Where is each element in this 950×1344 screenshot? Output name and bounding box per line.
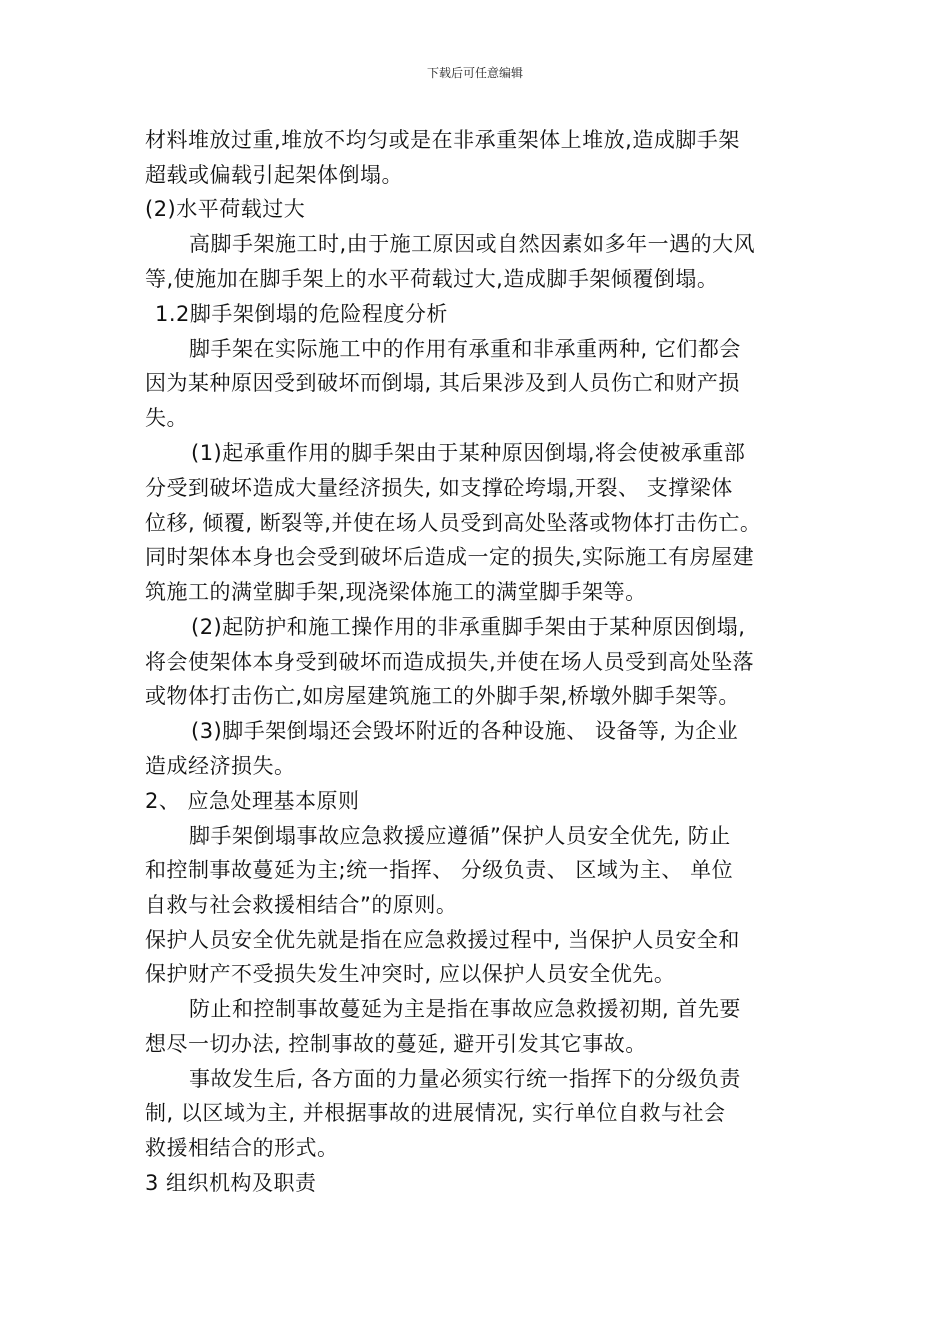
text-line: 想尽一切办法, 控制事故的蔓延, 避开引发其它事故。: [145, 1032, 647, 1056]
text-line: 将会使架体本身受到破坏而造成损失,并使在场人员受到高处坠落: [145, 650, 755, 674]
text-line: 保护财产不受损失发生冲突时, 应以保护人员安全优先。: [145, 962, 676, 986]
text-line: 分受到破坏造成大量经济损失, 如支撑砼垮塌,开裂、 支撑梁体: [145, 476, 733, 500]
section-heading: 3 组织机构及职责: [145, 1171, 317, 1195]
text-line: 位移, 倾覆, 断裂等,并使在场人员受到高处坠落或物体打击伤亡。: [145, 511, 762, 535]
text-line: (1)起承重作用的脚手架由于某种原因倒塌,将会使被承重部: [191, 441, 746, 465]
section-heading: (2)水平荷载过大: [145, 197, 306, 221]
text-line: 制, 以区域为主, 并根据事故的进展情况, 实行单位自救与社会: [145, 1101, 726, 1125]
text-line: 救援相结合的形式。: [145, 1136, 339, 1160]
text-line: 因为某种原因受到破坏而倒塌, 其后果涉及到人员伤亡和财产损: [145, 371, 740, 395]
text-line: 造成经济损失。: [145, 754, 296, 778]
page-header: 下载后可任意编辑: [426, 66, 523, 80]
text-line: 保护人员安全优先就是指在应急救援过程中, 当保护人员安全和: [145, 928, 740, 952]
text-line: 筑施工的满堂脚手架,现浇梁体施工的满堂脚手架等。: [145, 580, 647, 604]
text-line: 高脚手架施工时,由于施工原因或自然因素如多年一遇的大风: [189, 232, 756, 256]
text-line: (2)起防护和施工操作用的非承重脚手架由于某种原因倒塌,: [191, 615, 746, 639]
text-line: 脚手架倒塌事故应急救援应遵循”保护人员安全优先, 防止: [189, 824, 731, 848]
text-line: 自救与社会救援相结合”的原则。: [145, 893, 458, 917]
text-line: 等,使施加在脚手架上的水平荷载过大,造成脚手架倾覆倒塌。: [145, 267, 719, 291]
text-line: 防止和控制事故蔓延为主是指在事故应急救援初期, 首先要: [189, 997, 741, 1021]
section-heading: 1.2脚手架倒塌的危险程度分析: [155, 302, 448, 326]
text-line: 同时架体本身也会受到破坏后造成一定的损失,实际施工有房屋建: [145, 545, 755, 569]
text-line: 材料堆放过重,堆放不均匀或是在非承重架体上堆放,造成脚手架: [145, 128, 740, 152]
section-heading: 2、 应急处理基本原则: [145, 789, 360, 813]
text-line: 超载或偏载引起架体倒塌。: [145, 163, 403, 187]
text-line: 失。: [145, 406, 188, 430]
text-line: (3)脚手架倒塌还会毁坏附近的各种设施、 设备等, 为企业: [191, 719, 739, 743]
text-line: 事故发生后, 各方面的力量必须实行统一指挥下的分级负责: [189, 1067, 741, 1091]
text-line: 或物体打击伤亡,如房屋建筑施工的外脚手架,桥墩外脚手架等。: [145, 684, 740, 708]
text-line: 脚手架在实际施工中的作用有承重和非承重两种, 它们都会: [189, 337, 741, 361]
text-line: 和控制事故蔓延为主;统一指挥、 分级负责、 区域为主、 单位: [145, 858, 734, 882]
